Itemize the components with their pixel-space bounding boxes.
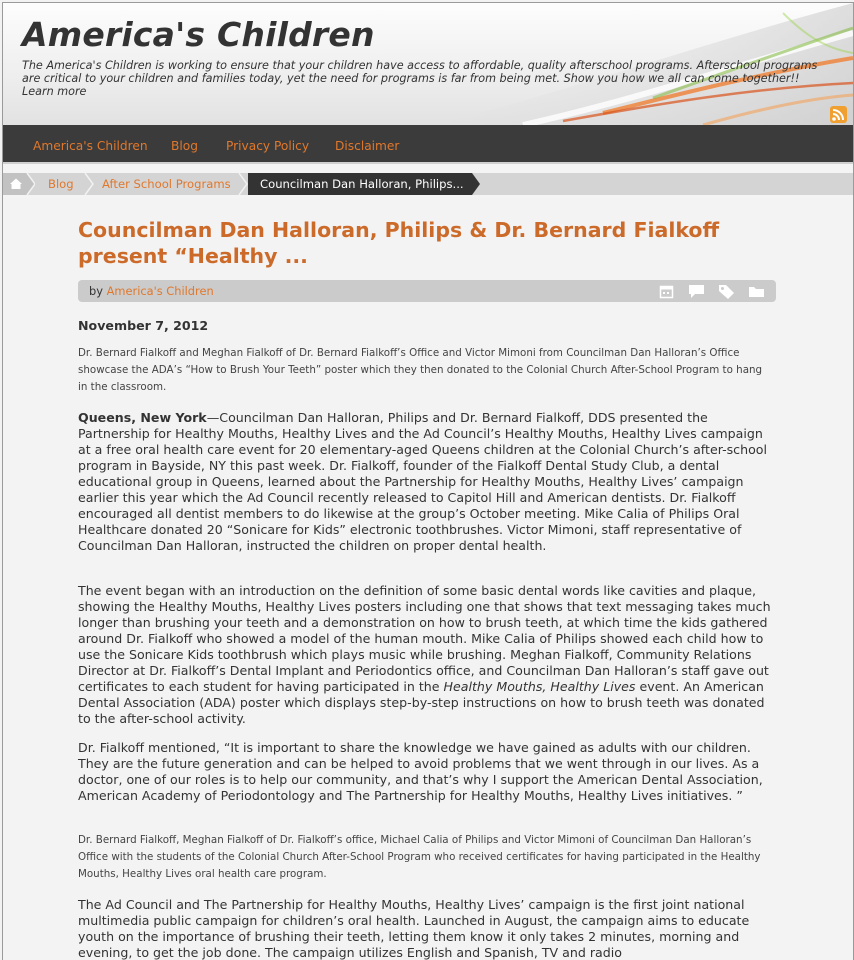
dateline: Queens, New York	[78, 410, 207, 425]
paragraph-2	[78, 583, 778, 727]
main-nav	[3, 125, 853, 164]
calendar-icon[interactable]	[659, 284, 675, 299]
post-byline	[89, 284, 214, 298]
breadcrumb-item-after-school-programs[interactable]: After School Programs	[102, 177, 231, 191]
post-meta-bar	[78, 280, 776, 302]
breadcrumb-item-blog[interactable]: Blog	[48, 177, 74, 191]
home-icon[interactable]	[3, 173, 35, 195]
paragraph-2-text-b: event. An American Dental Association (ADA) poster which displays step-by-step instructions on how to brush teeth was donated to the after-school activity.	[78, 679, 765, 726]
photo-caption-2: Dr. Bernard Fialkoff, Meghan Fialkoff of Dr. Fialkoff’s office, Michael Calia of Philips and Victor Mimoni of Councilman Dan Halloran’s Office with the students of the Colonial Church After-School Program who received certificates for having participated in the Healthy Mouths, Healthy Lives oral health care program.	[78, 834, 761, 880]
photo-caption-1: Dr. Bernard Fialkoff and Meghan Fialkoff of Dr. Bernard Fialkoff’s Office and Victor Mimoni from Councilman Dan Halloran’s Office showcase the ADA’s “How to Brush Your Teeth” poster which they then donated to the Colonial Church After-School Program to hang in the classroom.	[78, 347, 763, 393]
folder-icon[interactable]	[748, 284, 766, 299]
browser-page	[2, 2, 854, 960]
paragraph-4: The Ad Council and The Partnership for Healthy Mouths, Healthy Lives’ campaign is the first joint national multimedia public campaign for children’s oral health. Launched in August, the campaign aims to educate youth on the importance of brushing their teeth, letting them know it only takes 2 minutes, morning and evening, to get the job done. The campaign utilizes English and Spanish, TV and radio	[78, 897, 750, 960]
paragraph-3: Dr. Fialkoff mentioned, “It is important to share the knowledge we have gained as adults with our children. They are the future generation and can be helped to avoid problems that we went through in our lives. As a doctor, one of our roles is to help our community, and that’s why I support the American Dental Association, American Academy of Periodontology and The Partnership for Healthy Mouths, Healthy Lives initiatives. ”	[78, 740, 763, 803]
tag-icon[interactable]	[718, 284, 736, 299]
paragraph-1-text: —Councilman Dan Halloran, Philips and Dr. Bernard Fialkoff, DDS presented the Partnership for Healthy Mouths, Healthy Lives and the Ad Council’s Healthy Mouths, Healthy Lives campaign at a free oral health care event for 20 elementary-aged Queens children at the Colonial Church’s after-school program in Bayside, NY this past week. Dr. Fialkoff, founder of the Fialkoff Dental Study Club, a dental educational group in Queens, learned about the Partnership for Healthy Mouths, Healthy Lives’ campaign earlier this year which the Ad Council recently released to Capitol Hill and American dentists. Dr. Fialkoff encouraged all dentist members to do likewise at the group’s October meeting. Mike Calia of Philips Oral Healthcare donated 20 “Sonicare for Kids” electronic toothbrushes. Victor Mimoni, staff representative of Councilman Dan Halloran, instructed the children on proper dental health.	[78, 410, 767, 553]
breadcrumb-current: Councilman Dan Halloran, Philips...	[248, 173, 472, 195]
site-tagline: The America's Children is working to ensure that your children have access to affordable, quality afterschool programs. Afterschool programs are critical to your children and families today, yet the need for programs is far from being met. Show you how we all can come together!! Learn more	[22, 59, 818, 99]
post-title[interactable]: Councilman Dan Halloran, Philips & Dr. Bernard Fialkoff present “Healthy ...	[78, 218, 720, 268]
nav-item-disclaimer[interactable]: Disclaimer	[335, 139, 400, 153]
post-date: November 7, 2012	[78, 318, 209, 333]
paragraph-2-text-a: The event began with an introduction on the definition of some basic dental words like cavities and plaque, showing the Healthy Mouths, Healthy Lives posters including one that shows that text messaging takes much longer than brushing your teeth and a demonstration on how to brush teeth, at which time the kids gathered around Dr. Fialkoff who showed a model of the human mouth. Mike Calia of Philips showed each child how to use the Sonicare Kids toothbrush which plays music while brushing. Meghan Fialkoff, Community Relations Director at Dr. Fialkoff’s Dental Implant and Periodontics office, and Councilman Dan Halloran’s staff gave out certificates to each student for having participated in the	[78, 583, 771, 694]
nav-item-privacy-policy[interactable]: Privacy Policy	[226, 139, 310, 153]
paragraph-1	[78, 410, 778, 554]
comment-icon[interactable]	[688, 284, 706, 299]
byline-by: by	[89, 284, 103, 298]
nav-item-blog[interactable]: Blog	[171, 139, 198, 153]
breadcrumb-separator	[83, 173, 95, 195]
campaign-name-italic: Healthy Mouths, Healthy Lives	[443, 679, 636, 694]
breadcrumb-current-arrow	[472, 173, 482, 195]
post-author-link[interactable]: America's Children	[106, 284, 214, 298]
breadcrumb	[3, 173, 853, 195]
nav-item-americas-children[interactable]: America's Children	[33, 139, 148, 153]
post-content	[3, 198, 853, 960]
site-title[interactable]: America's Children	[22, 15, 375, 54]
site-header	[3, 3, 853, 125]
rss-feed-icon[interactable]	[830, 106, 847, 123]
